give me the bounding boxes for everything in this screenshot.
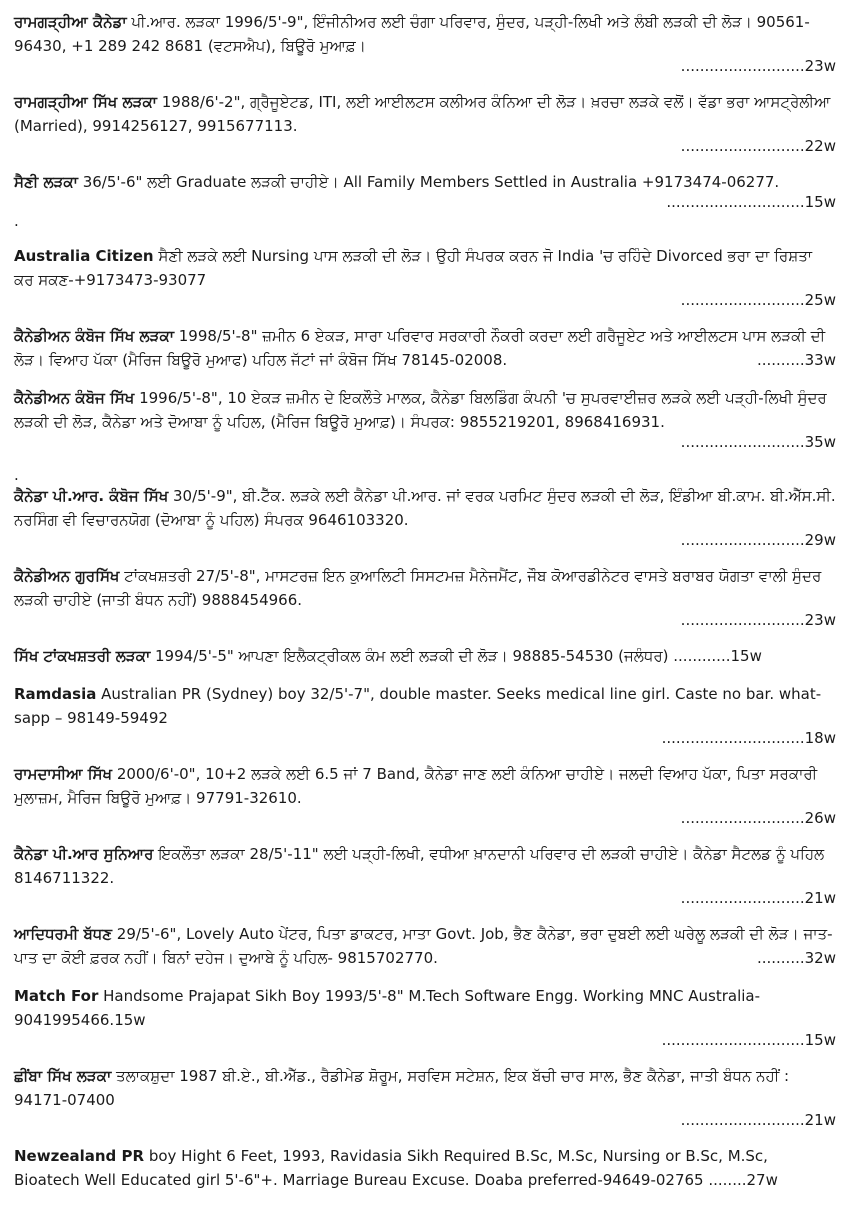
ad-heading: ਸੈਣੀ ਲੜਕਾ [14, 173, 78, 191]
ad-leading-dot: . [14, 466, 19, 484]
ad-code: ..............................15w [661, 1031, 836, 1049]
classified-ad [14, 466, 836, 550]
ad-body: ਪੀ.ਆਰ. ਲੜਕਾ 1996/5'-9", ਇੰਜੀਨੀਅਰ ਲਈ ਚੰਗਾ ਪਰਿਵਾਰ, ਸੁੰਦਰ, ਪੜ੍ਹੀ-ਲਿਖੀ ਅਤੇ ਲੰਬੀ ਲੜਕੀ ਦੀ ਲੋੜ। 90561-96430, +1 289 242 8681 (ਵਟਸਐਪ), ਬਿਊਰੋ ਮੁਆਫ਼। [14, 13, 810, 55]
classified-ad [14, 386, 836, 452]
classified-ad [14, 842, 836, 908]
classified-ad [14, 1144, 836, 1192]
ad-heading: Match For [14, 987, 99, 1005]
ad-heading: ਆਦਿਧਰਮੀ ਬੱਧਣ [14, 925, 113, 943]
ad-code: ..........32w [756, 949, 836, 967]
ad-body: 29/5'-6", Lovely Auto ਪੇਂਟਰ, ਪਿਤਾ ਡਾਕਟਰ, ਮਾਤਾ Govt. Job, ਭੈਣ ਕੈਨੇਡਾ, ਭਰਾ ਦੁਬਈ ਲਈ ਘਰੇਲੂ ਲੜਕੀ ਦੀ ਲੋੜ। ਜਾਤ-ਪਾਤ ਦਾ ਕੋਈ ਫ਼ਰਕ ਨਹੀਂ। ਬਿਨਾਂ ਦਹੇਜ। ਦੁਆਬੇ ਨੂੰ ਪਹਿਲ- 9815702770. [14, 925, 833, 967]
ad-code: ..........................23w [680, 611, 836, 629]
ad-heading: Australia Citizen [14, 247, 154, 265]
ad-heading: ਰਾਮਦਾਸੀਆ ਸਿੱਖ [14, 765, 113, 783]
classified-ad [14, 1064, 836, 1130]
classified-ad [14, 984, 836, 1050]
ad-heading: ਸਿੱਖ ਟਾਂਕਖਸ਼ਤਰੀ ਲੜਕਾ [14, 647, 151, 665]
ad-body: 36/5'-6" ਲਈ Graduate ਲੜਕੀ ਚਾਹੀਏ। All Family Members Settled in Australia +9173474-06277. [77, 173, 780, 191]
ad-heading: ਕੈਨੇਡੀਅਨ ਕੰਬੋਜ ਸਿੱਖ [14, 389, 135, 407]
ad-heading: ਕੈਨੇਡੀਅਨ ਕੰਬੋਜ ਸਿੱਖ ਲੜਕਾ [14, 327, 174, 345]
classified-ad [14, 922, 836, 970]
ad-body: ਤਲਾਕਸ਼ੁਦਾ 1987 ਬੀ.ਏ., ਬੀ.ਐੱਡ., ਰੈਡੀਮੇਡ ਸ਼ੋਰੂਮ, ਸਰਵਿਸ ਸਟੇਸ਼ਨ, ਇਕ ਬੱਚੀ ਚਾਰ ਸਾਲ, ਭੈਣ ਕੈਨੇਡਾ, ਜਾਤੀ ਬੰਧਨ ਨਹੀਂ : 94171-07400 [14, 1067, 790, 1109]
classified-ad [14, 644, 836, 668]
ad-body: boy Hight 6 Feet, 1993, Ravidasia Sikh Required B.Sc, M.Sc, Nursing or B.Sc, M.Sc, Bioatech Well Educated girl 5'-6"+. Marriage Bureau Excuse. Doaba preferred-94649-02765 ........27w [14, 1147, 778, 1189]
ad-body: 1988/6'-2", ਗ੍ਰੈਜੂਏਟਡ, ITI, ਲਈ ਆਈਲਟਸ ਕਲੀਅਰ ਕੰਨਿਆ ਦੀ ਲੋੜ। ਖ਼ਰਚਾ ਲੜਕੇ ਵਲੋਂ। ਵੱਡਾ ਭਰਾ ਆਸਟ੍ਰੇਲੀਆ (Married), 9914256127, 9915677113. [14, 93, 831, 135]
ad-heading: ਕੈਨੇਡਾ ਪੀ.ਆਰ ਸੁਨਿਆਰ [14, 845, 154, 863]
ad-code: ..........................29w [680, 531, 836, 549]
ad-code: ..........................25w [680, 291, 836, 309]
ad-code: ..........................35w [680, 433, 836, 451]
classified-ad [14, 170, 836, 230]
ad-trailing-dot: . [14, 212, 19, 230]
classified-ad [14, 10, 836, 76]
ad-heading: ਛੀਂਬਾ ਸਿੱਖ ਲੜਕਾ [14, 1067, 112, 1085]
ad-body: Handsome Prajapat Sikh Boy 1993/5'-8" M.Tech Software Engg. Working MNC Australia-9041995466.15w [14, 987, 761, 1029]
ad-code: ..........................21w [680, 1111, 836, 1129]
classified-ad [14, 682, 836, 748]
ad-body: 2000/6'-0", 10+2 ਲੜਕੇ ਲਈ 6.5 ਜਾਂ 7 Band, ਕੈਨੇਡਾ ਜਾਣ ਲਈ ਕੰਨਿਆ ਚਾਹੀਏ। ਜਲਦੀ ਵਿਆਹ ਪੱਕਾ, ਪਿਤਾ ਸਰਕਾਰੀ ਮੁਲਾਜ਼ਮ, ਮੈਰਿਜ ਬਿਊਰੋ ਮੁਆਫ਼। 97791-32610. [14, 765, 818, 807]
ad-code: ..............................18w [661, 729, 836, 747]
ad-code: ..........................22w [680, 137, 836, 155]
ad-body: ਸੈਣੀ ਲੜਕੇ ਲਈ Nursing ਪਾਸ ਲੜਕੀ ਦੀ ਲੋੜ। ਉਹੀ ਸੰਪਰਕ ਕਰਨ ਜੋ India 'ਚ ਰਹਿੰਦੇ Divorced ਭਰਾ ਦਾ ਰਿਸ਼ਤਾ ਕਰ ਸਕਣ-+9173473-93077 [14, 247, 813, 289]
classified-ad [14, 564, 836, 630]
ad-heading: Ramdasia [14, 685, 97, 703]
classified-ad [14, 762, 836, 828]
ad-heading: ਕੈਨੇਡਾ ਪੀ.ਆਰ. ਕੰਬੋਜ ਸਿੱਖ [14, 487, 169, 505]
ad-body: 1996/5'-8", 10 ਏਕੜ ਜ਼ਮੀਨ ਦੇ ਇਕਲੌਤੇ ਮਾਲਕ, ਕੈਨੇਡਾ ਬਿਲਡਿੰਗ ਕੰਪਨੀ 'ਚ ਸੁਪਰਵਾਈਜ਼ਰ ਲੜਕੇ ਲਈ ਪੜ੍ਹੀ-ਲਿਖੀ ਸੁੰਦਰ ਲੜਕੀ ਦੀ ਲੋੜ, ਕੈਨੇਡਾ ਅਤੇ ਦੋਆਬਾ ਨੂੰ ਪਹਿਲ, (ਮੈਰਿਜ ਬਿਊਰੋ ਮੁਆਫ਼)। ਸੰਪਰਕ: 9855219201, 8968416931. [14, 389, 827, 431]
ad-body: 30/5'-9", ਬੀ.ਟੈੱਕ. ਲੜਕੇ ਲਈ ਕੈਨੇਡਾ ਪੀ.ਆਰ. ਜਾਂ ਵਰਕ ਪਰਮਿਟ ਸੁੰਦਰ ਲੜਕੀ ਦੀ ਲੋੜ, ਇੰਡੀਆ ਬੀ.ਕਾਮ. ਬੀ.ਐੱਸ.ਸੀ. ਨਰਸਿੰਗ ਵੀ ਵਿਚਾਰਨਯੋਗ (ਦੋਆਬਾ ਨੂੰ ਪਹਿਲ) ਸੰਪਰਕ 9646103320. [14, 487, 836, 529]
ad-heading: ਕੈਨੇਡੀਅਨ ਗੁਰਸਿੱਖ [14, 567, 120, 585]
classified-ad [14, 324, 836, 372]
ad-code: ..........33w [756, 351, 836, 369]
ad-heading: ਰਾਮਗੜ੍ਹੀਆ ਕੈਨੇਡਾ [14, 13, 127, 31]
ad-heading: Newzealand PR [14, 1147, 145, 1165]
ad-code: ..........................26w [680, 809, 836, 827]
ad-code: ..........................23w [680, 57, 836, 75]
ad-body: ਇਕਲੌਤਾ ਲੜਕਾ 28/5'-11" ਲਈ ਪੜ੍ਹੀ-ਲਿਖੀ, ਵਧੀਆ ਖ਼ਾਨਦਾਨੀ ਪਰਿਵਾਰ ਦੀ ਲੜਕੀ ਚਾਹੀਏ। ਕੈਨੇਡਾ ਸੈਟਲਡ ਨੂੰ ਪਹਿਲ 8146711322. [14, 845, 825, 887]
ad-code: ..........................21w [680, 889, 836, 907]
classified-ad [14, 90, 836, 156]
ad-body: 1998/5'-8" ਜ਼ਮੀਨ 6 ਏਕੜ, ਸਾਰਾ ਪਰਿਵਾਰ ਸਰਕਾਰੀ ਨੌਕਰੀ ਕਰਦਾ ਲਈ ਗਰੈਜੂਏਟ ਅਤੇ ਆਈਲਟਸ ਪਾਸ ਲੜਕੀ ਦੀ ਲੋੜ। ਵਿਆਹ ਪੱਕਾ (ਮੈਰਿਜ ਬਿਊਰੋ ਮੁਆਫ) ਪਹਿਲ ਜੱਟਾਂ ਜਾਂ ਕੰਬੋਜ ਸਿੱਖ 78145-02008. [14, 327, 826, 369]
ad-body: Australian PR (Sydney) boy 32/5'-7", double master. Seeks medical line girl. Caste no bar. what-sapp – 98149-59492 [14, 685, 822, 727]
classified-ads-column [14, 10, 836, 1206]
ad-body: ਟਾਂਕਖਸ਼ਤਰੀ 27/5'-8", ਮਾਸਟਰਜ਼ ਇਨ ਕੁਆਲਿਟੀ ਸਿਸਟਮਜ਼ ਮੈਨੇਜਮੈਂਟ, ਜੌਬ ਕੋਆਰਡੀਨੇਟਰ ਵਾਸਤੇ ਬਰਾਬਰ ਯੋਗਤਾ ਵਾਲੀ ਸੁੰਦਰ ਲੜਕੀ ਚਾਹੀਏ (ਜਾਤੀ ਬੰਧਨ ਨਹੀਂ) 9888454966. [14, 567, 822, 609]
ad-body: 1994/5'-5" ਆਪਣਾ ਇਲੈਕਟ੍ਰੀਕਲ ਕੰਮ ਲਈ ਲੜਕੀ ਦੀ ਲੋੜ। 98885-54530 (ਜਲੰਧਰ) ............15w [150, 647, 762, 665]
ad-code: .............................15w [666, 193, 836, 211]
ad-heading: ਰਾਮਗੜ੍ਹੀਆ ਸਿੱਖ ਲੜਕਾ [14, 93, 157, 111]
classified-ad [14, 244, 836, 310]
